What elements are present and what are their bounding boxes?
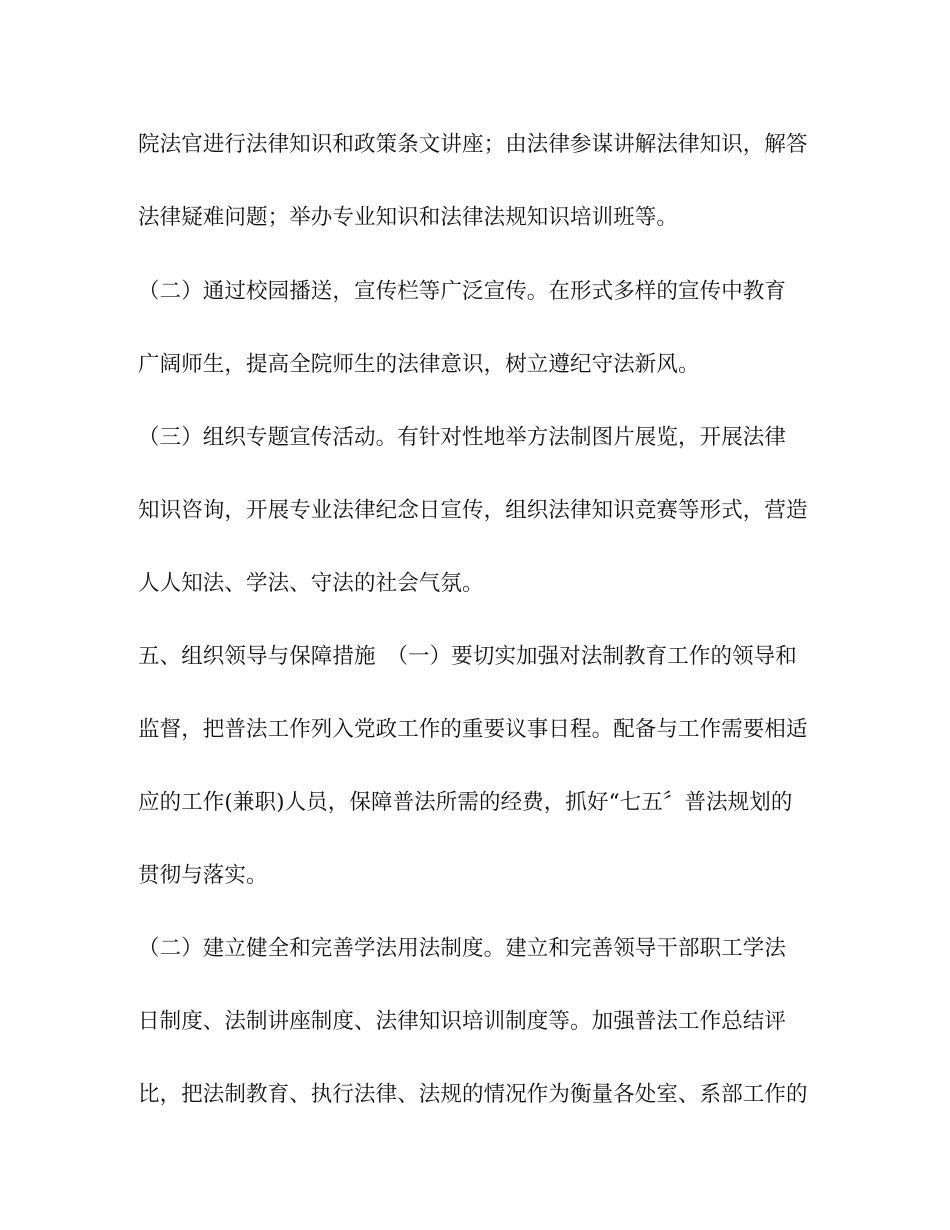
- text-line: 人人知法、学法、守法的社会气氛。: [138, 571, 484, 596]
- text-line: 比，把法制教育、执行法律、法规的情况作为衡量各处室、系部工作的: [138, 1082, 808, 1107]
- text-line: 五、组织领导与保障措施 （一）要切实加强对法制教育工作的领导和: [138, 644, 797, 669]
- text-line: 法律疑难问题；举办专业知识和法律法规知识培训班等。: [138, 205, 679, 230]
- text-line: 监督，把普法工作列入党政工作的重要议事日程。配备与工作需要相适: [138, 717, 808, 742]
- text-line: 贯彻与落实。: [138, 863, 268, 888]
- text-line: 日制度、法制讲座制度、法律知识培训制度等。加强普法工作总结评: [138, 1009, 787, 1034]
- text-line: （二）建立健全和完善学法用法制度。建立和完善领导干部职工学法: [138, 936, 787, 961]
- text-line: 知识咨询，开展专业法律纪念日宣传，组织法律知识竞赛等形式，营造: [138, 498, 808, 523]
- text-line: 广阔师生，提高全院师生的法律意识，树立遵纪守法新风。: [138, 352, 700, 377]
- text-line: 应的工作(兼职)人员，保障普法所需的经费，抓好“七五〞普法规划的: [138, 790, 793, 815]
- text-line: 院法官进行法律知识和政策条文讲座；由法律参谋讲解法律知识，解答: [138, 132, 808, 157]
- text-line: （二）通过校园播送，宣传栏等广泛宣传。在形式多样的宣传中教育: [138, 279, 787, 304]
- text-line: （三）组织专题宣传活动。有针对性地举方法制图片展览，开展法律: [138, 425, 787, 450]
